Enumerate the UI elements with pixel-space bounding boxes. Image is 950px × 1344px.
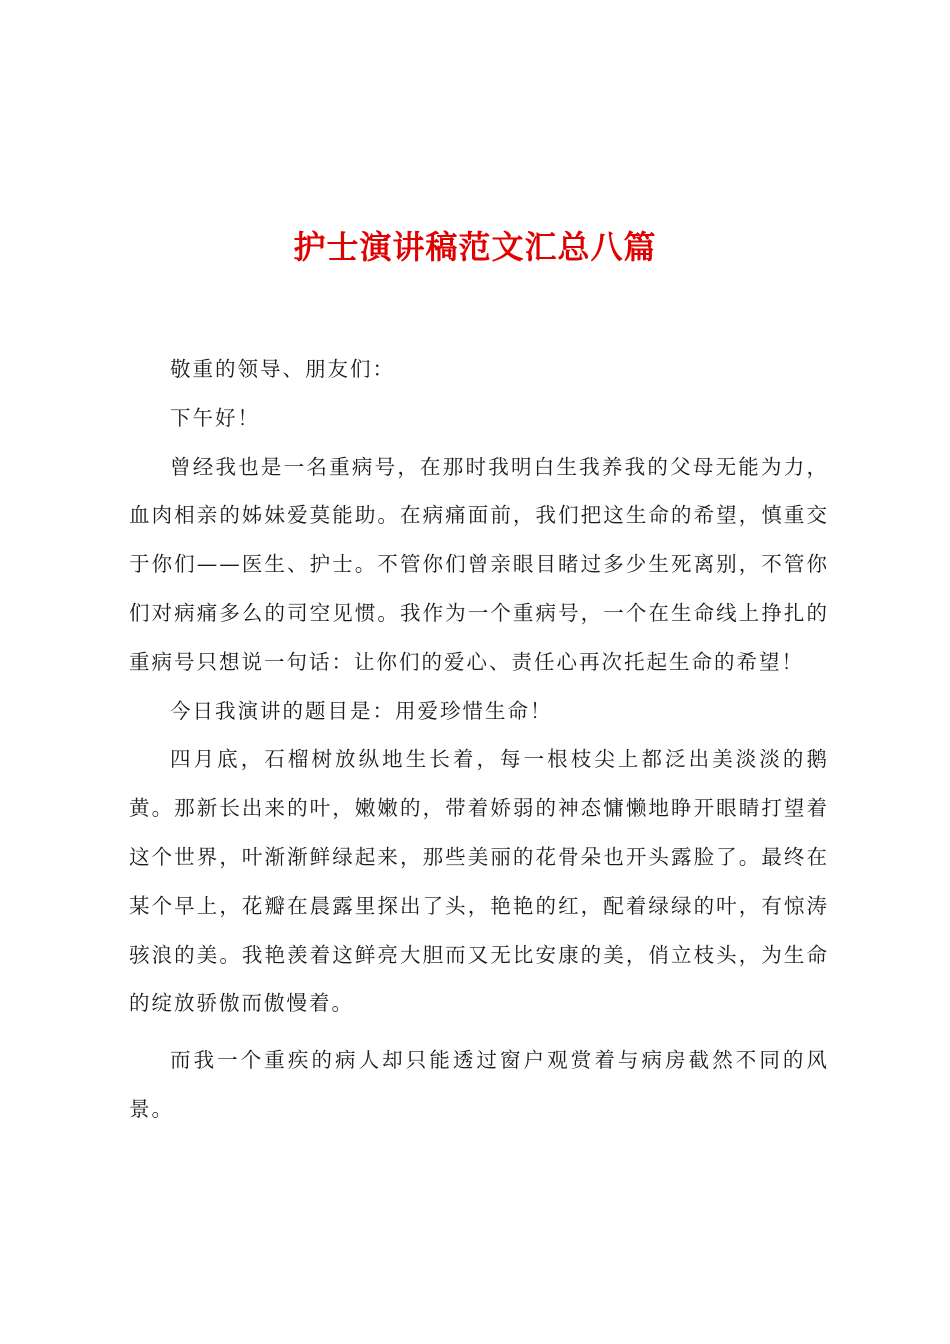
- salutation-paragraph: 下午好！: [170, 405, 260, 430]
- document-body: [129, 345, 829, 1134]
- topic-paragraph: 今日我演讲的题目是：用爱珍惜生命！: [170, 698, 553, 723]
- greeting-paragraph: 敬重的领导、朋友们：: [170, 357, 395, 381]
- body-paragraph: 曾经我也是一名重病号，在那时我明白生我养我的父母无能为力，血肉相亲的姊妹爱莫能助。在病痛面前，我们把这生命的希望，慎重交于你们——医生、护士。不管你们曾亲眼目睹过多少生死离别，不管你们对病痛多么的司空见惯。我作为一个重病号，一个在生命线上挣扎的重病号只想说一句话：让你们的爱心、责任心再次托起生命的希望！: [129, 454, 829, 674]
- body-paragraph: 而我一个重疾的病人却只能透过窗户观赏着与病房截然不同的风景。: [129, 1048, 829, 1121]
- body-paragraph: 四月底，石榴树放纵地生长着，每一根枝尖上都泛出美淡淡的鹅黄。那新长出来的叶，嫩嫩的，带着娇弱的神态慵懒地睁开眼睛打望着这个世界，叶渐渐鲜绿起来，那些美丽的花骨朵也开头露脸了。最终在某个早上，花瓣在晨露里探出了头，艳艳的红，配着绿绿的叶，有惊涛骇浪的美。我艳羡着这鲜亮大胆而又无比安康的美，俏立枝头，为生命的绽放骄傲而傲慢着。: [129, 747, 829, 1016]
- document-title: 护士演讲稿范文汇总八篇: [293, 228, 657, 267]
